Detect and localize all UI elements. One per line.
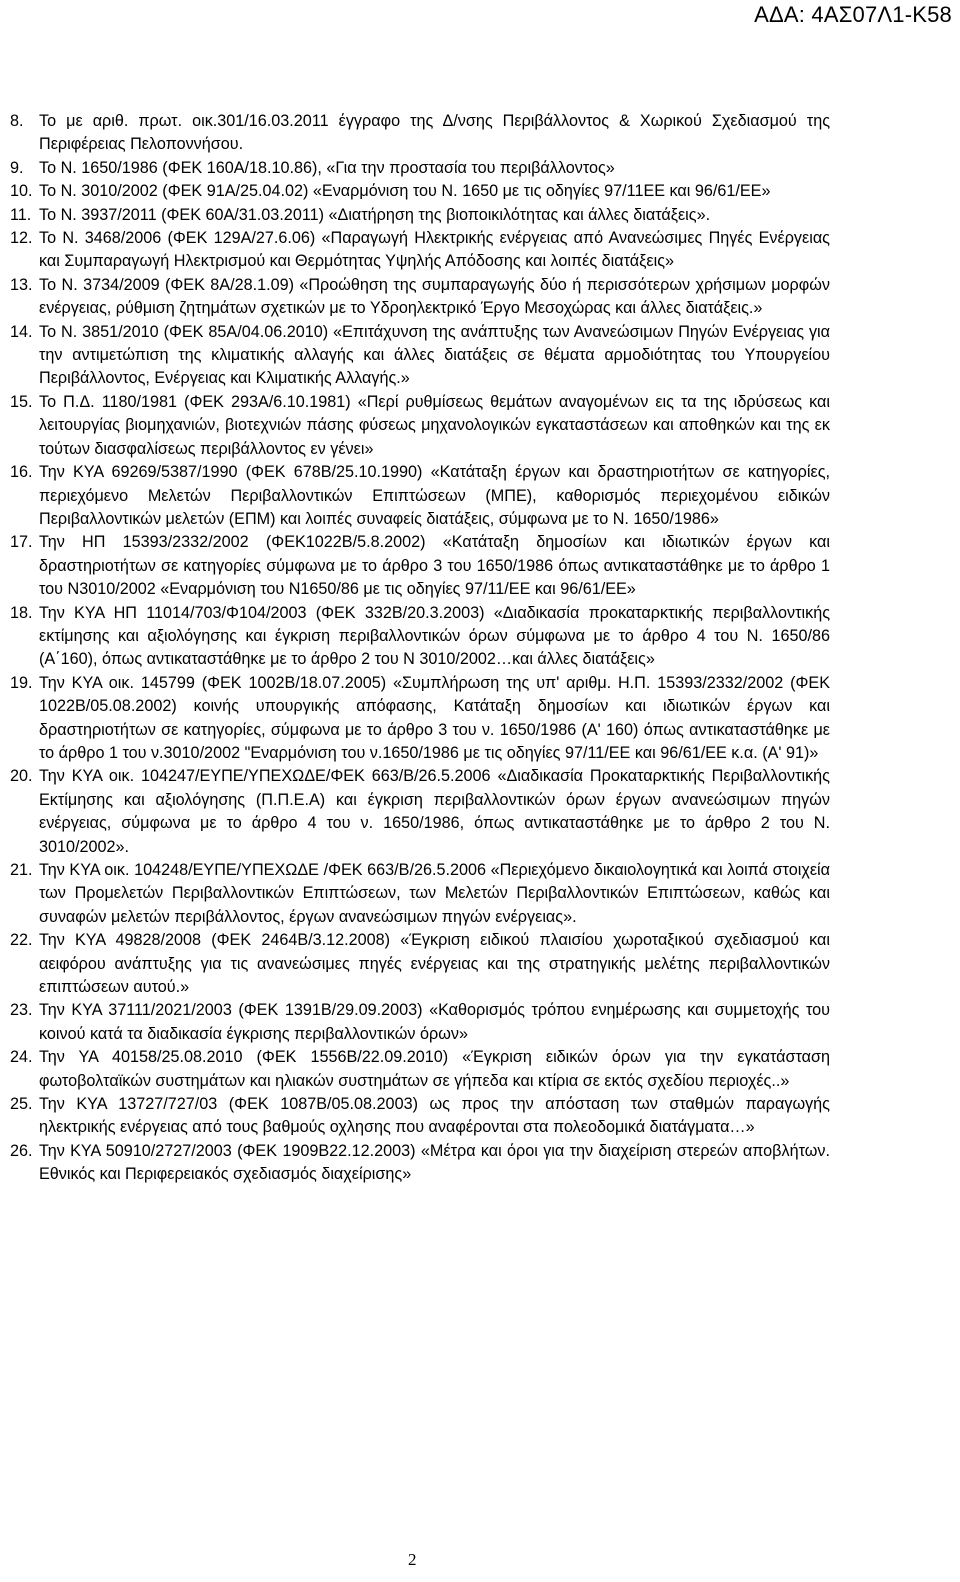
item-text: Την ΥΑ 40158/25.08.2010 (ΦΕΚ 1556Β/22.09.2010) «Έγκριση ειδικών όρων για την εγκατάσταση φωτοβολταϊκών συστημάτων και ηλιακών συστημάτων σε γήπεδα και κτίρια σε εκτός σχεδίου περιοχές..» bbox=[39, 1048, 830, 1090]
item-number: 17. bbox=[10, 533, 33, 552]
item-number: 14. bbox=[10, 322, 33, 341]
item-number: 19. bbox=[10, 673, 33, 692]
list-item bbox=[10, 274, 830, 321]
page-number: 2 bbox=[408, 1550, 417, 1569]
list-item bbox=[10, 999, 830, 1046]
item-text: Το Ν. 3937/2011 (ΦΕΚ 60Α/31.03.2011) «Διατήρηση της βιοποικιλότητας και άλλες διατάξεις». bbox=[39, 205, 711, 224]
item-number: 9. bbox=[10, 158, 24, 177]
item-text: Το Ν. 3851/2010 (ΦΕΚ 85Α/04.06.2010) «Επιτάχυνση της ανάπτυξης των Ανανεώσιμων Πηγών Ενέργειας για την αντιμετώπιση της κλιματικής αλλαγής και άλλες διατάξεις σε θέματα αρμοδιότητας του Υπουργείου Περιβάλλοντος, Ενέργειας και Κλιματικής Αλλαγής.» bbox=[39, 322, 830, 388]
list-item bbox=[10, 1093, 830, 1140]
item-text: Την ΚΥΑ οικ. 145799 (ΦΕΚ 1002Β/18.07.2005) «Συμπλήρωση της υπ' αριθμ. Η.Π. 15393/2332/2002 (ΦΕΚ 1022Β/05.08.2002) κοινής υπουργικής απόφασης, Κατάταξη δημοσίων και ιδιωτικών έργων και δραστηριοτήτων σε κατηγορίες, σύμφωνα με το άρθρο 3 του ν. 1650/1986 (Α' 160) όπως αντικαταστάθηκε με το άρθρο 1 του ν.3010/2002 "Εναρμόνιση του ν.1650/1986 με τις οδηγίες 97/11/ΕΕ και 96/61/ΕΕ κ.α. (Α' 91)» bbox=[39, 673, 830, 762]
item-text: Την ΚΥΑ 50910/2727/2003 (ΦΕΚ 1909Β22.12.2003) «Μέτρα και όροι για την διαχείριση στερεών αποβλήτων. Εθνικός και Περιφερειακός σχεδιασμός διαχείρισης» bbox=[39, 1141, 830, 1184]
item-text: Την ΚΥΑ οικ. 104248/ΕΥΠΕ/ΥΠΕΧΩΔΕ /ΦΕΚ 663/Β/26.5.2006 «Περιεχόμενο δικαιολογητικά και λοιπά στοιχεία των Προμελετών Περιβαλλοντικών Επιπτώσεων, των Μελετών Περιβαλλοντικών Επιπτώσεων, καθώς και συναφών μελετών περιβάλλοντος, έργων ανανεώσιμων πηγών ενέργειας». bbox=[39, 861, 830, 926]
legislation-list bbox=[10, 110, 830, 1187]
item-text: Το Ν. 3734/2009 (ΦΕΚ 8Α/28.1.09) «Προώθηση της συμπαραγωγής δύο ή περισσότερων χρήσιμων μορφών ενέργειας, ρύθμιση ζητημάτων σχετικών με το Υδροηλεκτρικό Έργο Μεσοχώρας και άλλες διατάξεις.» bbox=[39, 275, 830, 318]
item-text: Το Ν. 3010/2002 (ΦΕΚ 91Α/25.04.02) «Εναρμόνιση του Ν. 1650 με τις οδηγίες 97/11ΕΕ και 96/61/ΕΕ» bbox=[39, 182, 771, 201]
list-item bbox=[10, 1046, 830, 1093]
list-item bbox=[10, 765, 830, 859]
item-number: 13. bbox=[10, 275, 33, 294]
item-number: 15. bbox=[10, 392, 33, 411]
item-text: Την ΚΥΑ ΗΠ 11014/703/Φ104/2003 (ΦΕΚ 332Β/20.3.2003) «Διαδικασία προκαταρκτικής περιβαλλοντικής εκτίμησης και αξιολόγησης και έγκριση περιβαλλοντικών όρων σύμφωνα με το άρθρο 4 του Ν. 1650/86 (Α΄160), όπως αντικαταστάθηκε με το άρθρο 2 του Ν 3010/2002…και άλλες διατάξεις» bbox=[39, 603, 830, 669]
item-number: 8. bbox=[10, 112, 24, 130]
item-text: Την ΚΥΑ 37111/2021/2003 (ΦΕΚ 1391Β/29.09.2003) «Καθορισμός τρόπου ενημέρωσης και συμμετοχής του κοινού κατά τα διαδικασία έγκρισης περιβαλλοντικών όρων» bbox=[39, 1001, 830, 1043]
list-item bbox=[10, 461, 830, 531]
item-number: 25. bbox=[10, 1095, 33, 1114]
item-number: 22. bbox=[10, 931, 33, 950]
item-text: Την ΚΥΑ 69269/5387/1990 (ΦΕΚ 678Β/25.10.1990) «Κατάταξη έργων και δραστηριοτήτων σε κατηγορίες, περιεχόμενο Μελετών Περιβαλλοντικών Επιπτώσεων (ΜΠΕ), καθορισμός περιεχομένου ειδικών Περιβαλλοντικών μελετών (ΕΠΜ) και λοιπές συναφείς διατάξεις, σύμφωνα με το Ν. 1650/1986» bbox=[39, 463, 830, 528]
list-item bbox=[10, 157, 830, 180]
list-item bbox=[10, 204, 830, 227]
item-text: Την ΚΥΑ 13727/727/03 (ΦΕΚ 1087Β/05.08.2003) ως προς την απόσταση των σταθμών παραγωγής ηλεκτρικής ενέργειας από τους βαθμούς οχλησης που αναφέρονται στα πολεοδομικά διατάγματα…» bbox=[39, 1095, 830, 1137]
list-item bbox=[10, 391, 830, 461]
list-item bbox=[10, 602, 830, 672]
item-number: 18. bbox=[10, 603, 33, 622]
item-number: 26. bbox=[10, 1141, 33, 1160]
item-text: Το Π.Δ. 1180/1981 (ΦΕΚ 293Α/6.10.1981) «Περί ρυθμίσεως θεμάτων αναγομένων εις τα της ιδρύσεως και λειτουργίας βιομηχανιών, βιοτεχνιών πάσης φύσεως μηχανολογικών εγκαταστάσεων και αποθηκών και της εκ τούτων διασφαλίσεως περιβάλλοντος εν γένει» bbox=[39, 392, 830, 458]
item-number: 11. bbox=[10, 205, 32, 224]
item-text: Το με αριθ. πρωτ. οικ.301/16.03.2011 έγγραφο της Δ/νσης Περιβάλλοντος & Χωρικού Σχεδιασμού της Περιφέρειας Πελοποννήσου. bbox=[39, 112, 830, 154]
item-number: 20. bbox=[10, 767, 33, 786]
list-item bbox=[10, 110, 830, 157]
list-item bbox=[10, 672, 830, 766]
item-number: 10. bbox=[10, 182, 33, 201]
list-item bbox=[10, 859, 830, 929]
item-number: 21. bbox=[10, 861, 33, 879]
ada-code-header: ΑΔΑ: 4ΑΣ07Λ1-Κ58 bbox=[754, 2, 952, 27]
item-number: 16. bbox=[10, 463, 33, 482]
list-item bbox=[10, 180, 830, 203]
item-text: Την ΚΥΑ 49828/2008 (ΦΕΚ 2464Β/3.12.2008) «Έγκριση ειδικού πλαισίου χωροταξικού σχεδιασμού και αειφόρου ανάπτυξης για τις ανανεώσιμες πηγές ενέργειας και της στρατηγικής μελέτης περιβαλλοντικών επιπτώσεων αυτού.» bbox=[39, 931, 830, 997]
list-item bbox=[10, 531, 830, 601]
item-text: Το Ν. 3468/2006 (ΦΕΚ 129Α/27.6.06) «Παραγωγή Ηλεκτρικής ενέργειας από Ανανεώσιμες Πηγές Ενέργειας και Συμπαραγωγή Ηλεκτρισμού και Θερμότητας Υψηλής Απόδοσης και λοιπές διατάξεις» bbox=[39, 229, 830, 271]
item-number: 23. bbox=[10, 1001, 33, 1020]
item-number: 12. bbox=[10, 229, 33, 248]
list-item bbox=[10, 227, 830, 274]
item-text: Την ΚΥΑ οικ. 104247/ΕΥΠΕ/ΥΠΕΧΩΔΕ/ΦΕΚ 663/Β/26.5.2006 «Διαδικασία Προκαταρκτικής Περιβαλλοντικής Εκτίμησης και αξιολόγησης (Π.Π.Ε.Α) και έγκριση περιβαλλοντικών όρων έργων ανανεώσιμων πηγών ενέργειας, σύμφωνα με το άρθρο 4 του ν. 1650/1986, όπως αντικαταστάθηκε με το άρθρο 2 του Ν. 3010/2002». bbox=[39, 767, 830, 856]
list-item bbox=[10, 321, 830, 391]
list-item bbox=[10, 1140, 830, 1187]
item-text: Την ΗΠ 15393/2332/2002 (ΦΕΚ1022Β/5.8.2002) «Κατάταξη δημοσίων και ιδιωτικών έργων και δραστηριοτήτων σε κατηγορίες σύμφωνα με το άρθρο 3 του 1650/1986 όπως αντικαταστάθηκε με το άρθρο 1 του Ν3010/2002 «Εναρμόνιση του Ν1650/86 με τις οδηγίες 97/11/ΕΕ και 96/61/ΕΕ» bbox=[39, 533, 830, 599]
item-number: 24. bbox=[10, 1048, 33, 1067]
list-item bbox=[10, 929, 830, 999]
item-text: Το Ν. 1650/1986 (ΦΕΚ 160Α/18.10.86), «Για την προστασία του περιβάλλοντος» bbox=[39, 158, 615, 177]
